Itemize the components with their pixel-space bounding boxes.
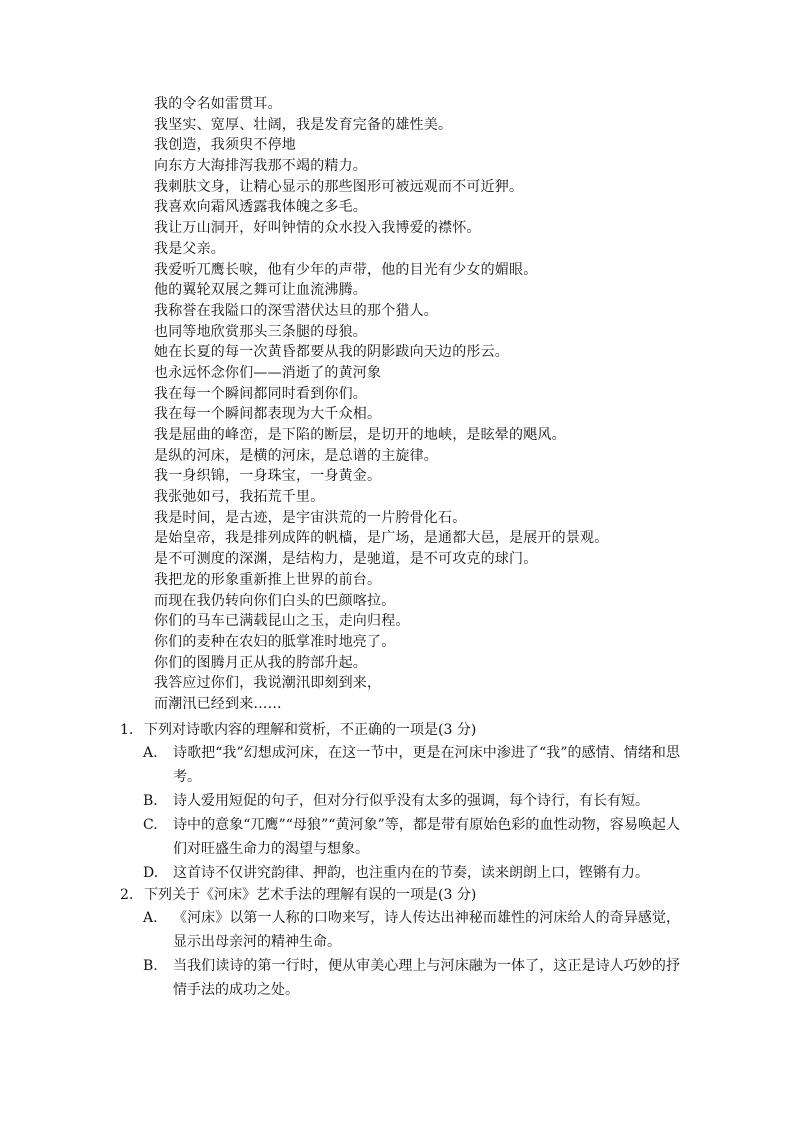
question-2 — [120, 885, 680, 1002]
option-letter: A. — [143, 745, 158, 761]
option-d — [120, 861, 680, 885]
poem-line: 也永远怀念你们——消逝了的黄河象 — [154, 364, 382, 381]
question-number: 2. — [120, 887, 134, 903]
poem-line: 我坚实、宽厚、壮阔，我是发育完备的雄性美。 — [154, 116, 453, 133]
option-b — [120, 954, 680, 1002]
option-b — [120, 789, 680, 813]
poem-line: 你们的图腾月正从我的胯部升起。 — [154, 654, 367, 671]
poem-line: 我喜欢向霜风透露我体魄之多毛。 — [154, 199, 367, 216]
poem-line: 我让万山洞开，好叫钟情的众水投入我博爱的襟怀。 — [154, 220, 481, 237]
option-c — [120, 813, 680, 861]
option-text: 这首诗不仅讲究韵律、押韵，也注重内在的节奏，读来朗朗上口，铿锵有力。 — [173, 865, 649, 881]
poem-line: 你们的马车已满载昆山之玉，走向归程。 — [154, 613, 410, 630]
poem-line: 而潮汛已经到来…… — [154, 695, 282, 712]
poem-line: 我张弛如弓，我拓荒千里。 — [154, 489, 325, 506]
question-list — [120, 720, 680, 1002]
question-text: 下列关于《河床》艺术手法的理解有误的一项是(3 分) — [144, 887, 477, 903]
question-text: 下列对诗歌内容的理解和赏析，不正确的一项是(3 分) — [144, 722, 477, 738]
option-text: 当我们读诗的第一行时，便从审美心理上与河床融为一体了，这正是诗人巧妙的抒情手法的成功之处。 — [173, 958, 680, 998]
poem-line: 我把龙的形象重新推上世界的前台。 — [154, 571, 382, 588]
poem-line: 我爱听兀鹰长唳，他有少年的声带，他的目光有少女的媚眼。 — [154, 261, 538, 278]
question-stem — [120, 720, 680, 741]
option-text: 诗中的意象“兀鹰”“母狼”“黄河象”等，都是带有原始色彩的血性动物，容易唤起人们对旺盛生命力的渴望与想象。 — [173, 817, 680, 857]
poem-line: 我是父亲。 — [154, 240, 225, 257]
poem-line: 他的翼轮双展之舞可让血流沸腾。 — [154, 282, 367, 299]
poem-line: 是纵的河床，是横的河床，是总谱的主旋律。 — [154, 447, 438, 464]
question-stem — [120, 885, 680, 906]
option-text: 诗人爱用短促的句子，但对分行似乎没有太多的强调，每个诗行，有长有短。 — [173, 793, 649, 809]
poem-line: 我在每一个瞬间都同时看到你们。 — [154, 385, 367, 402]
question-number: 1. — [120, 722, 134, 738]
option-letter: A. — [143, 910, 158, 926]
poem-line: 我在每一个瞬间都表现为大千众相。 — [154, 406, 382, 423]
option-text: 《河床》以第一人称的口吻来写，诗人传达出神秘而雄性的河床给人的奇异感觉，显示出母亲河的精神生命。 — [173, 910, 680, 950]
option-letter: B. — [143, 958, 158, 974]
poem-line: 她在长夏的每一次黄昏都要从我的阴影跋向天边的彤云。 — [154, 344, 509, 361]
poem-line: 我称誉在我隘口的深雪潜伏达旦的那个猎人。 — [154, 302, 438, 319]
poem-line: 向东方大海排泻我那不竭的精力。 — [154, 158, 367, 175]
poem-line: 我刺肤文身，让精心显示的那些图形可被远观而不可近狎。 — [154, 178, 524, 195]
option-letter: D. — [143, 865, 159, 881]
question-1 — [120, 720, 680, 885]
poem-line: 是始皇帝，我是排列成阵的帆樯，是广场，是通都大邑，是展开的景观。 — [154, 530, 609, 547]
poem-line: 我一身织锦，一身珠宝，一身黄金。 — [154, 468, 382, 485]
poem-line: 而现在我仍转向你们白头的巴颜喀拉。 — [154, 592, 396, 609]
option-letter: C. — [143, 817, 158, 833]
poem-line: 我的令名如雷贯耳。 — [154, 96, 282, 112]
poem-line: 你们的麦种在农妇的胝掌准时地亮了。 — [154, 633, 396, 650]
option-letter: B. — [143, 793, 158, 809]
option-a — [120, 741, 680, 789]
poem-line: 我是时间，是古迹，是宇宙洪荒的一片胯骨化石。 — [154, 509, 467, 526]
poem-text — [154, 94, 714, 715]
poem-line: 也同等地欣赏那头三条腿的母狼。 — [154, 323, 367, 340]
poem-line: 是不可测度的深渊，是结构力，是驰道，是不可攻克的球门。 — [154, 551, 538, 568]
option-a — [120, 906, 680, 954]
poem-line: 我是屈曲的峰峦，是下陷的断层，是切开的地峡，是眩晕的飓风。 — [154, 427, 566, 443]
poem-line: 我答应过你们，我说潮汛即刻到来， — [154, 675, 382, 692]
option-text: 诗歌把“我”幻想成河床，在这一节中，更是在河床中渗进了“我”的感情、情绪和思考。 — [173, 745, 680, 785]
poem-line: 我创造，我须臾不停地 — [154, 137, 296, 154]
